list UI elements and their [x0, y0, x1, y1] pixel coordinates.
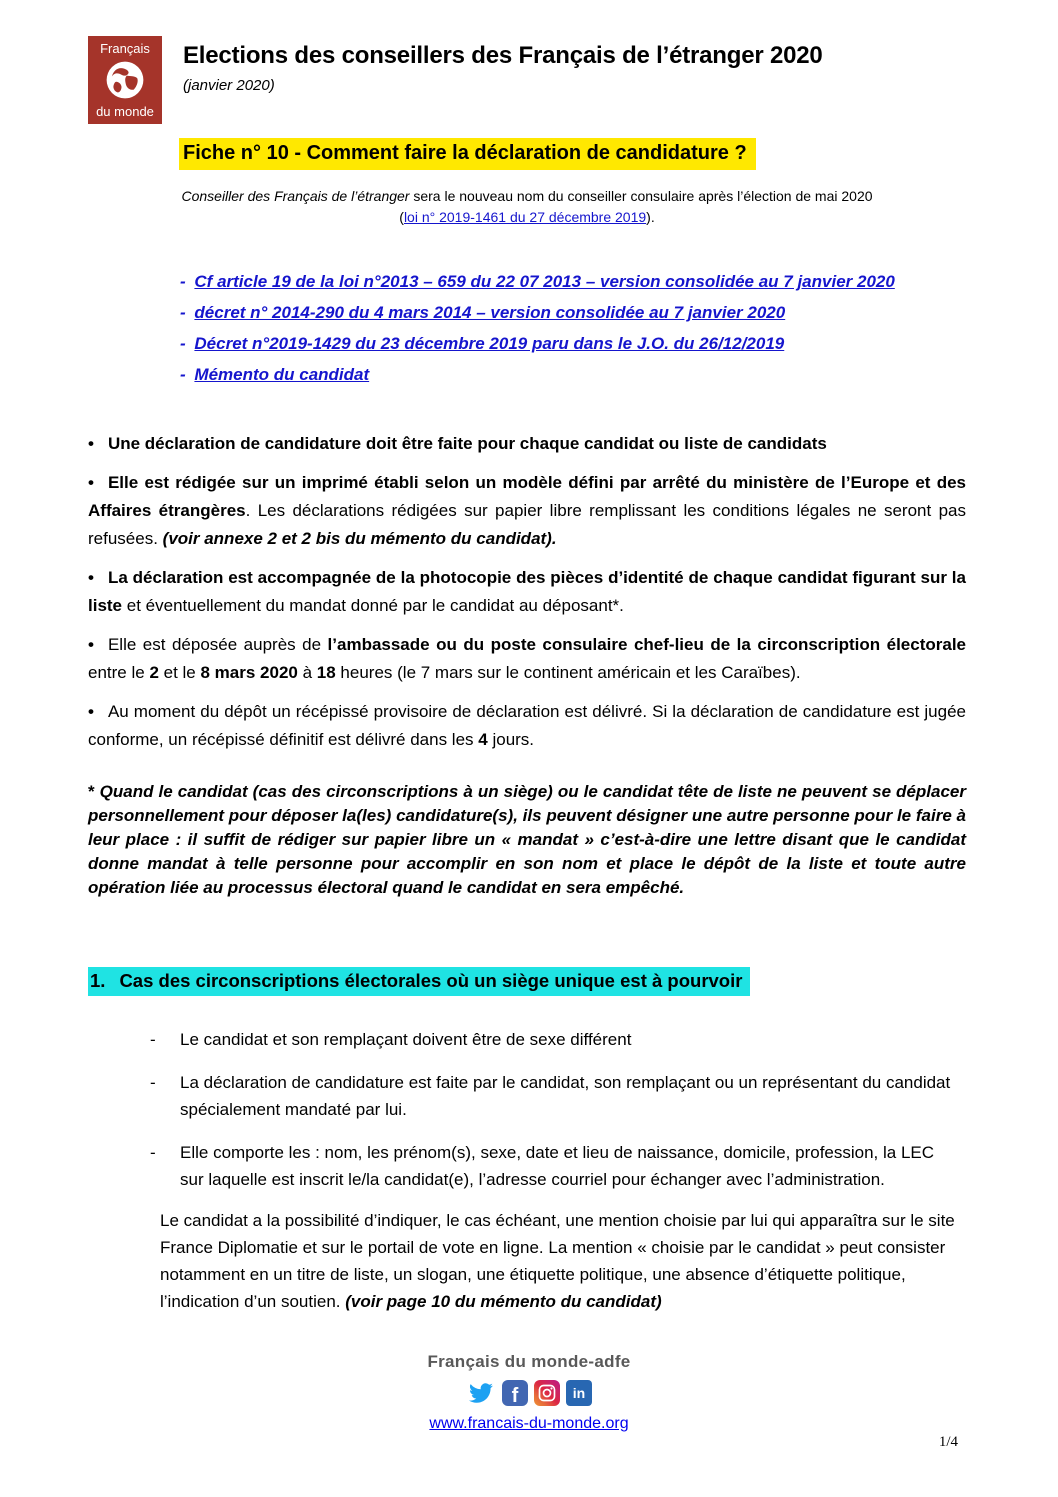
dash-prefix: -	[180, 303, 186, 322]
bullet-section	[88, 430, 966, 754]
list-item-text	[180, 1139, 966, 1193]
fiche-heading-row	[179, 138, 966, 170]
text-segment: 4	[478, 730, 488, 749]
bullet-text	[88, 635, 966, 682]
text-segment: à	[297, 663, 317, 682]
title-block	[183, 36, 823, 94]
logo-text-top: Français	[100, 41, 150, 56]
facebook-icon[interactable]: f	[502, 1380, 528, 1406]
text-segment: (	[399, 209, 404, 225]
intro-block	[88, 186, 966, 228]
list-item	[150, 1139, 966, 1193]
section-title: Cas des circonscriptions électorales où un siège unique est à pourvoir	[119, 970, 743, 991]
text-segment: Au moment du dépôt un récépissé provisoire de déclaration est délivré. Si la déclaration de candidature est jugée conforme, un récépissé définitif est délivré dans les	[88, 702, 966, 749]
reference-link-item	[180, 328, 966, 359]
reference-link-item	[180, 266, 966, 297]
text-segment: . Les déclarations rédigées sur papier libre remplissant les conditions légales ne seront pas refusées.	[88, 501, 966, 548]
text-segment: entre le	[88, 663, 150, 682]
text-segment: 8 mars 2020	[200, 663, 298, 682]
text-segment: ).	[646, 209, 655, 225]
bullet-marker: •	[88, 473, 94, 492]
reference-link[interactable]: Décret n°2019-1429 du 23 décembre 2019 paru dans le J.O. du 26/12/2019	[194, 334, 785, 353]
footer-org-name: Français du monde-adfe	[427, 1352, 631, 1371]
page-number: 1/4	[938, 1434, 958, 1450]
text-segment: Une déclaration de candidature doit être faite pour chaque candidat ou liste de candidats	[107, 434, 827, 453]
dash-marker: -	[150, 1030, 156, 1049]
text-segment: et le	[158, 663, 201, 682]
bullet-text	[88, 568, 966, 615]
text-segment: Le candidat a la possibilité d’indiquer, le cas échéant, une mention choisie par lui qui apparaîtra sur le site France Diplomatie et sur le portail de vote en ligne. La mention « choisie par le candidat » peut consister notamment en un titre de liste, un slogan, une étiquette politique, une absence d’étiquette politique, l’indication d’un soutien.	[160, 1211, 955, 1311]
bullet-marker: •	[88, 434, 94, 453]
bullet-item	[88, 469, 966, 553]
document-title: Elections des conseillers des Français de l’étranger 2020	[183, 42, 823, 69]
list-item-text	[180, 1069, 966, 1123]
francais-du-monde-logo	[88, 36, 162, 124]
mention-paragraph	[160, 1207, 966, 1315]
reference-link-item	[180, 359, 966, 390]
section-number: 1.	[90, 970, 106, 991]
bullet-item	[88, 631, 966, 687]
logo-text-bottom: du monde	[96, 104, 154, 119]
section-1-list	[150, 1026, 966, 1193]
linkedin-icon[interactable]: in	[566, 1380, 592, 1406]
text-segment: l’ambassade ou du poste consulaire chef-lieu de la circonscription électorale	[327, 635, 967, 654]
list-item	[150, 1069, 966, 1123]
document-header	[88, 36, 966, 124]
list-item	[150, 1026, 966, 1053]
reference-link-item	[180, 297, 966, 328]
text-segment: Elle comporte les : nom, les prénom(s), sexe, date et lieu de naissance, domicile, profession, la LEC sur laquelle est inscrit le/la candidat(e), l’adresse courriel pour échanger avec l’administration.	[180, 1143, 935, 1189]
text-segment: Elle est rédigée sur un imprimé établi selon un modèle défini par arrêté du ministère de l’Europe et des Affaires étrangères	[88, 473, 966, 520]
text-segment: heures (le 7 mars sur le continent américain et les Caraïbes).	[335, 663, 801, 682]
dash-prefix: -	[180, 272, 186, 291]
text-segment: (voir annexe 2 et 2 bis du mémento du candidat).	[162, 529, 557, 548]
document-date: (janvier 2020)	[183, 77, 275, 94]
section-1-heading	[88, 967, 750, 996]
text-segment: jours.	[487, 730, 535, 749]
bullet-text	[88, 473, 966, 548]
text-segment: 18	[316, 663, 336, 682]
dash-prefix: -	[180, 334, 186, 353]
twitter-icon[interactable]	[466, 1380, 496, 1406]
reference-link[interactable]: Mémento du candidat	[194, 365, 370, 384]
text-segment: et éventuellement du mandat donné par le candidat au déposant*.	[122, 596, 624, 615]
text-segment: Elle est déposée auprès de	[107, 635, 328, 654]
reference-link[interactable]: Cf article 19 de la loi n°2013 – 659 du 22 07 2013 – version consolidée au 7 janvier 2020	[194, 272, 895, 291]
bullet-item	[88, 564, 966, 620]
dash-prefix: -	[180, 365, 186, 384]
text-segment: La déclaration de candidature est faite par le candidat, son remplaçant ou un représentant du candidat spécialement mandaté par lui.	[180, 1073, 951, 1119]
bullet-marker: •	[88, 568, 94, 587]
intro-line	[88, 186, 966, 207]
document-footer	[0, 1352, 1058, 1433]
instagram-icon[interactable]	[534, 1380, 560, 1406]
dash-marker: -	[150, 1073, 156, 1092]
text-segment: Le candidat et son remplaçant doivent être de sexe différent	[180, 1030, 632, 1049]
fiche-heading: Fiche n° 10 - Comment faire la déclaration de candidature ?	[179, 138, 756, 170]
reference-link[interactable]: décret n° 2014-290 du 4 mars 2014 – version consolidée au 7 janvier 2020	[194, 303, 786, 322]
text-segment: (voir page 10 du mémento du candidat)	[345, 1292, 662, 1311]
text-segment: Conseiller des Français de l’étranger	[181, 188, 410, 204]
text-segment: Quand le candidat (cas des circonscriptions à un siège) ou le candidat tête de liste ne peuvent se déplacer personnellement pour déposer la(les) candidature(s), ils peuvent désigner une autre personne pour le faire à leur place : il suffit de rédiger sur papier libre un « mandat » c’est-à-dire une lettre disant que le candidat donne mandat à telle personne pour accomplir en son nom et place le dépôt de la liste et toute autre opération liée au processus électoral quand le candidat en sera empêché.	[88, 782, 966, 897]
text-link[interactable]: loi n° 2019-1461 du 27 décembre 2019	[403, 209, 647, 225]
bullet-text	[108, 434, 827, 453]
bullet-text	[88, 702, 966, 749]
bullet-marker: •	[88, 702, 94, 721]
globe-icon	[104, 59, 146, 101]
social-links-row	[0, 1379, 1058, 1407]
dash-marker: -	[150, 1143, 156, 1162]
text-segment: 2	[149, 663, 159, 682]
bullet-item	[88, 430, 966, 458]
website-link[interactable]: www.francais-du-monde.org	[429, 1415, 629, 1432]
section-1-heading-row	[88, 966, 966, 996]
bullet-item	[88, 698, 966, 754]
reference-link-list	[180, 266, 966, 390]
text-segment: La déclaration est accompagnée de la photocopie des pièces d’identité de chaque candidat figurant sur la liste	[88, 568, 966, 615]
list-item-text	[180, 1026, 966, 1053]
bullet-marker: •	[88, 635, 94, 654]
intro-law-link-line	[88, 207, 966, 228]
mandate-footnote	[88, 780, 966, 900]
text-segment: sera le nouveau nom du conseiller consulaire après l’élection de mai 2020	[409, 188, 873, 204]
text-segment: *	[88, 782, 100, 801]
